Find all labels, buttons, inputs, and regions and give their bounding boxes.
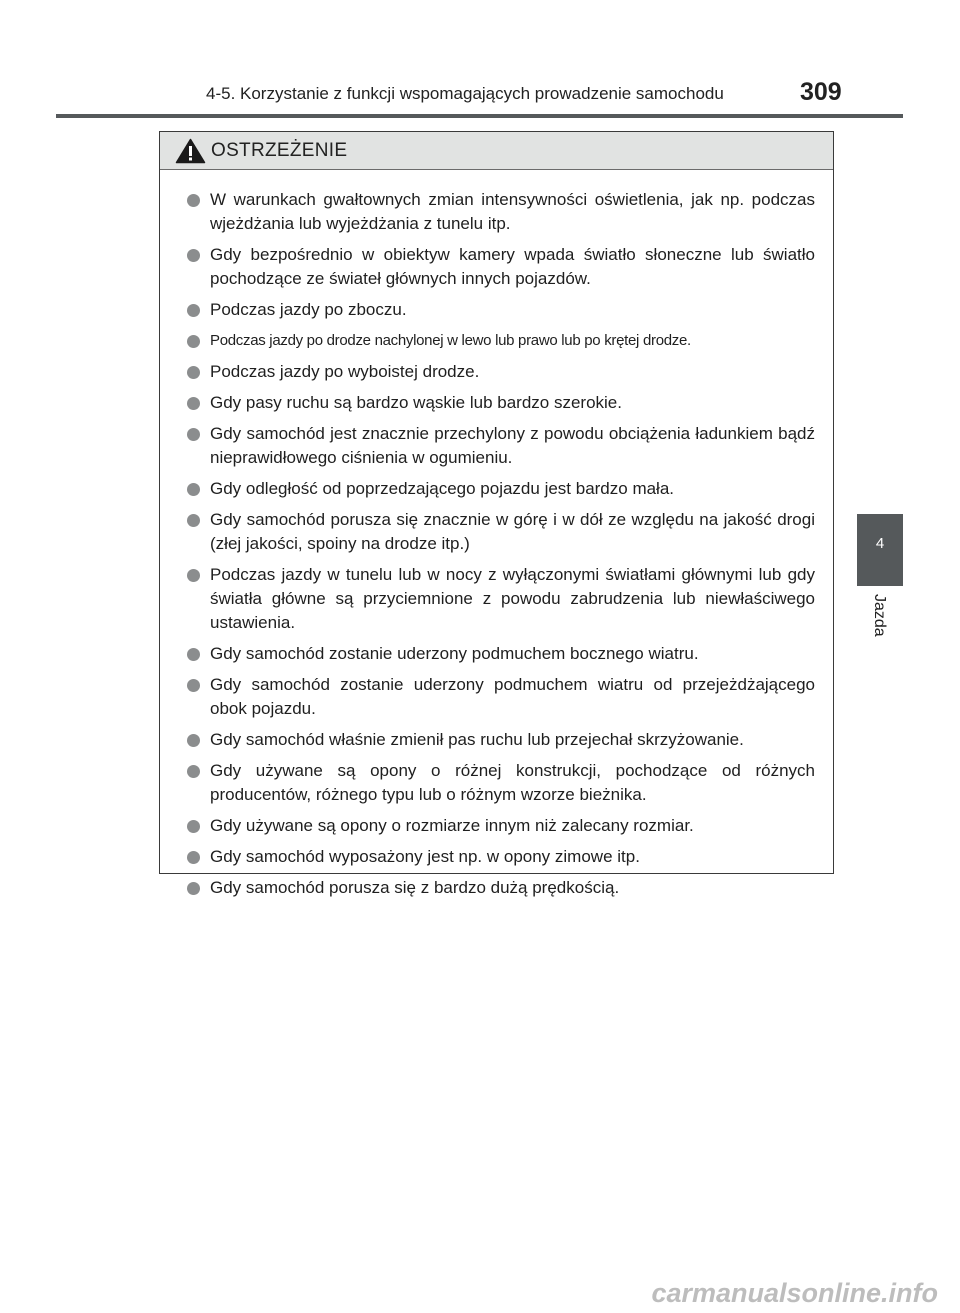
chapter-tab — [857, 514, 903, 586]
warning-item: Gdy samochód zostanie uderzony podmuchem wiatru od przejeżdżającego obok pojazdu. — [186, 673, 815, 721]
section-title: 4-5. Korzystanie z funkcji wspomagających prowadzenie samochodu — [206, 84, 724, 103]
warning-item: Podczas jazdy po zboczu. — [186, 298, 815, 322]
warning-item: Gdy używane są opony o różnej konstrukcji, pochodzące od różnych producentów, różnego typu lub o różnym wzorze bieżnika. — [186, 759, 815, 807]
header-divider — [56, 114, 903, 118]
watermark: carmanualsonline.info — [651, 1278, 938, 1308]
warning-item: Gdy samochód porusza się z bardzo dużą prędkością. — [186, 876, 815, 900]
bullet-icon — [187, 820, 200, 833]
bullet-icon — [187, 428, 200, 441]
warning-item: Gdy pasy ruchu są bardzo wąskie lub bardzo szerokie. — [186, 391, 815, 415]
bullet-icon — [187, 569, 200, 582]
bullet-icon — [187, 366, 200, 379]
warning-item: Podczas jazdy w tunelu lub w nocy z wyłączonymi światłami głównymi lub gdy światła główne są przyciemnione z powodu zabrudzenia lub niewłaściwego ustawienia. — [186, 563, 815, 635]
warning-item: Gdy samochód jest znacznie przechylony z powodu obciążenia ładunkiem bądź nieprawidłowego ciśnienia w ogumieniu. — [186, 422, 815, 470]
bullet-icon — [187, 304, 200, 317]
warning-item: Gdy samochód właśnie zmienił pas ruchu lub przejechał skrzyżowanie. — [186, 728, 815, 752]
warning-item: W warunkach gwałtownych zmian intensywności oświetlenia, jak np. podczas wjeżdżania lub wyjeżdżania z tunelu itp. — [186, 188, 815, 236]
bullet-icon — [187, 851, 200, 864]
bullet-icon — [187, 514, 200, 527]
bullet-icon — [187, 249, 200, 262]
warning-item: Gdy samochód zostanie uderzony podmuchem bocznego wiatru. — [186, 642, 815, 666]
warning-title: OSTRZEŻENIE — [211, 139, 348, 161]
warning-item: Gdy bezpośrednio w obiektyw kamery wpada światło słoneczne lub światło pochodzące ze świateł głównych innych pojazdów. — [186, 243, 815, 291]
warning-header — [160, 132, 833, 170]
warning-list — [160, 170, 833, 900]
page-number: 309 — [800, 78, 842, 106]
warning-item: Gdy samochód wyposażony jest np. w opony zimowe itp. — [186, 845, 815, 869]
warning-item: Gdy odległość od poprzedzającego pojazdu jest bardzo mała. — [186, 477, 815, 501]
warning-item: Gdy samochód porusza się znacznie w górę i w dół ze względu na jakość drogi (złej jakości, spoiny na drodze itp.) — [186, 508, 815, 556]
bullet-icon — [187, 335, 200, 348]
warning-triangle-icon — [175, 138, 206, 164]
warning-item: Podczas jazdy po wyboistej drodze. — [186, 360, 815, 384]
bullet-icon — [187, 734, 200, 747]
bullet-icon — [187, 679, 200, 692]
warning-item: Podczas jazdy po drodze nachylonej w lewo lub prawo lub po krętej drodze. — [186, 329, 815, 353]
bullet-icon — [187, 397, 200, 410]
chapter-label: Jazda — [871, 594, 888, 637]
bullet-icon — [187, 483, 200, 496]
bullet-icon — [187, 765, 200, 778]
warning-item: Gdy używane są opony o rozmiarze innym niż zalecany rozmiar. — [186, 814, 815, 838]
chapter-number: 4 — [875, 535, 885, 552]
warning-box — [159, 131, 834, 897]
bullet-icon — [187, 882, 200, 895]
bullet-icon — [187, 194, 200, 207]
bullet-icon — [187, 648, 200, 661]
